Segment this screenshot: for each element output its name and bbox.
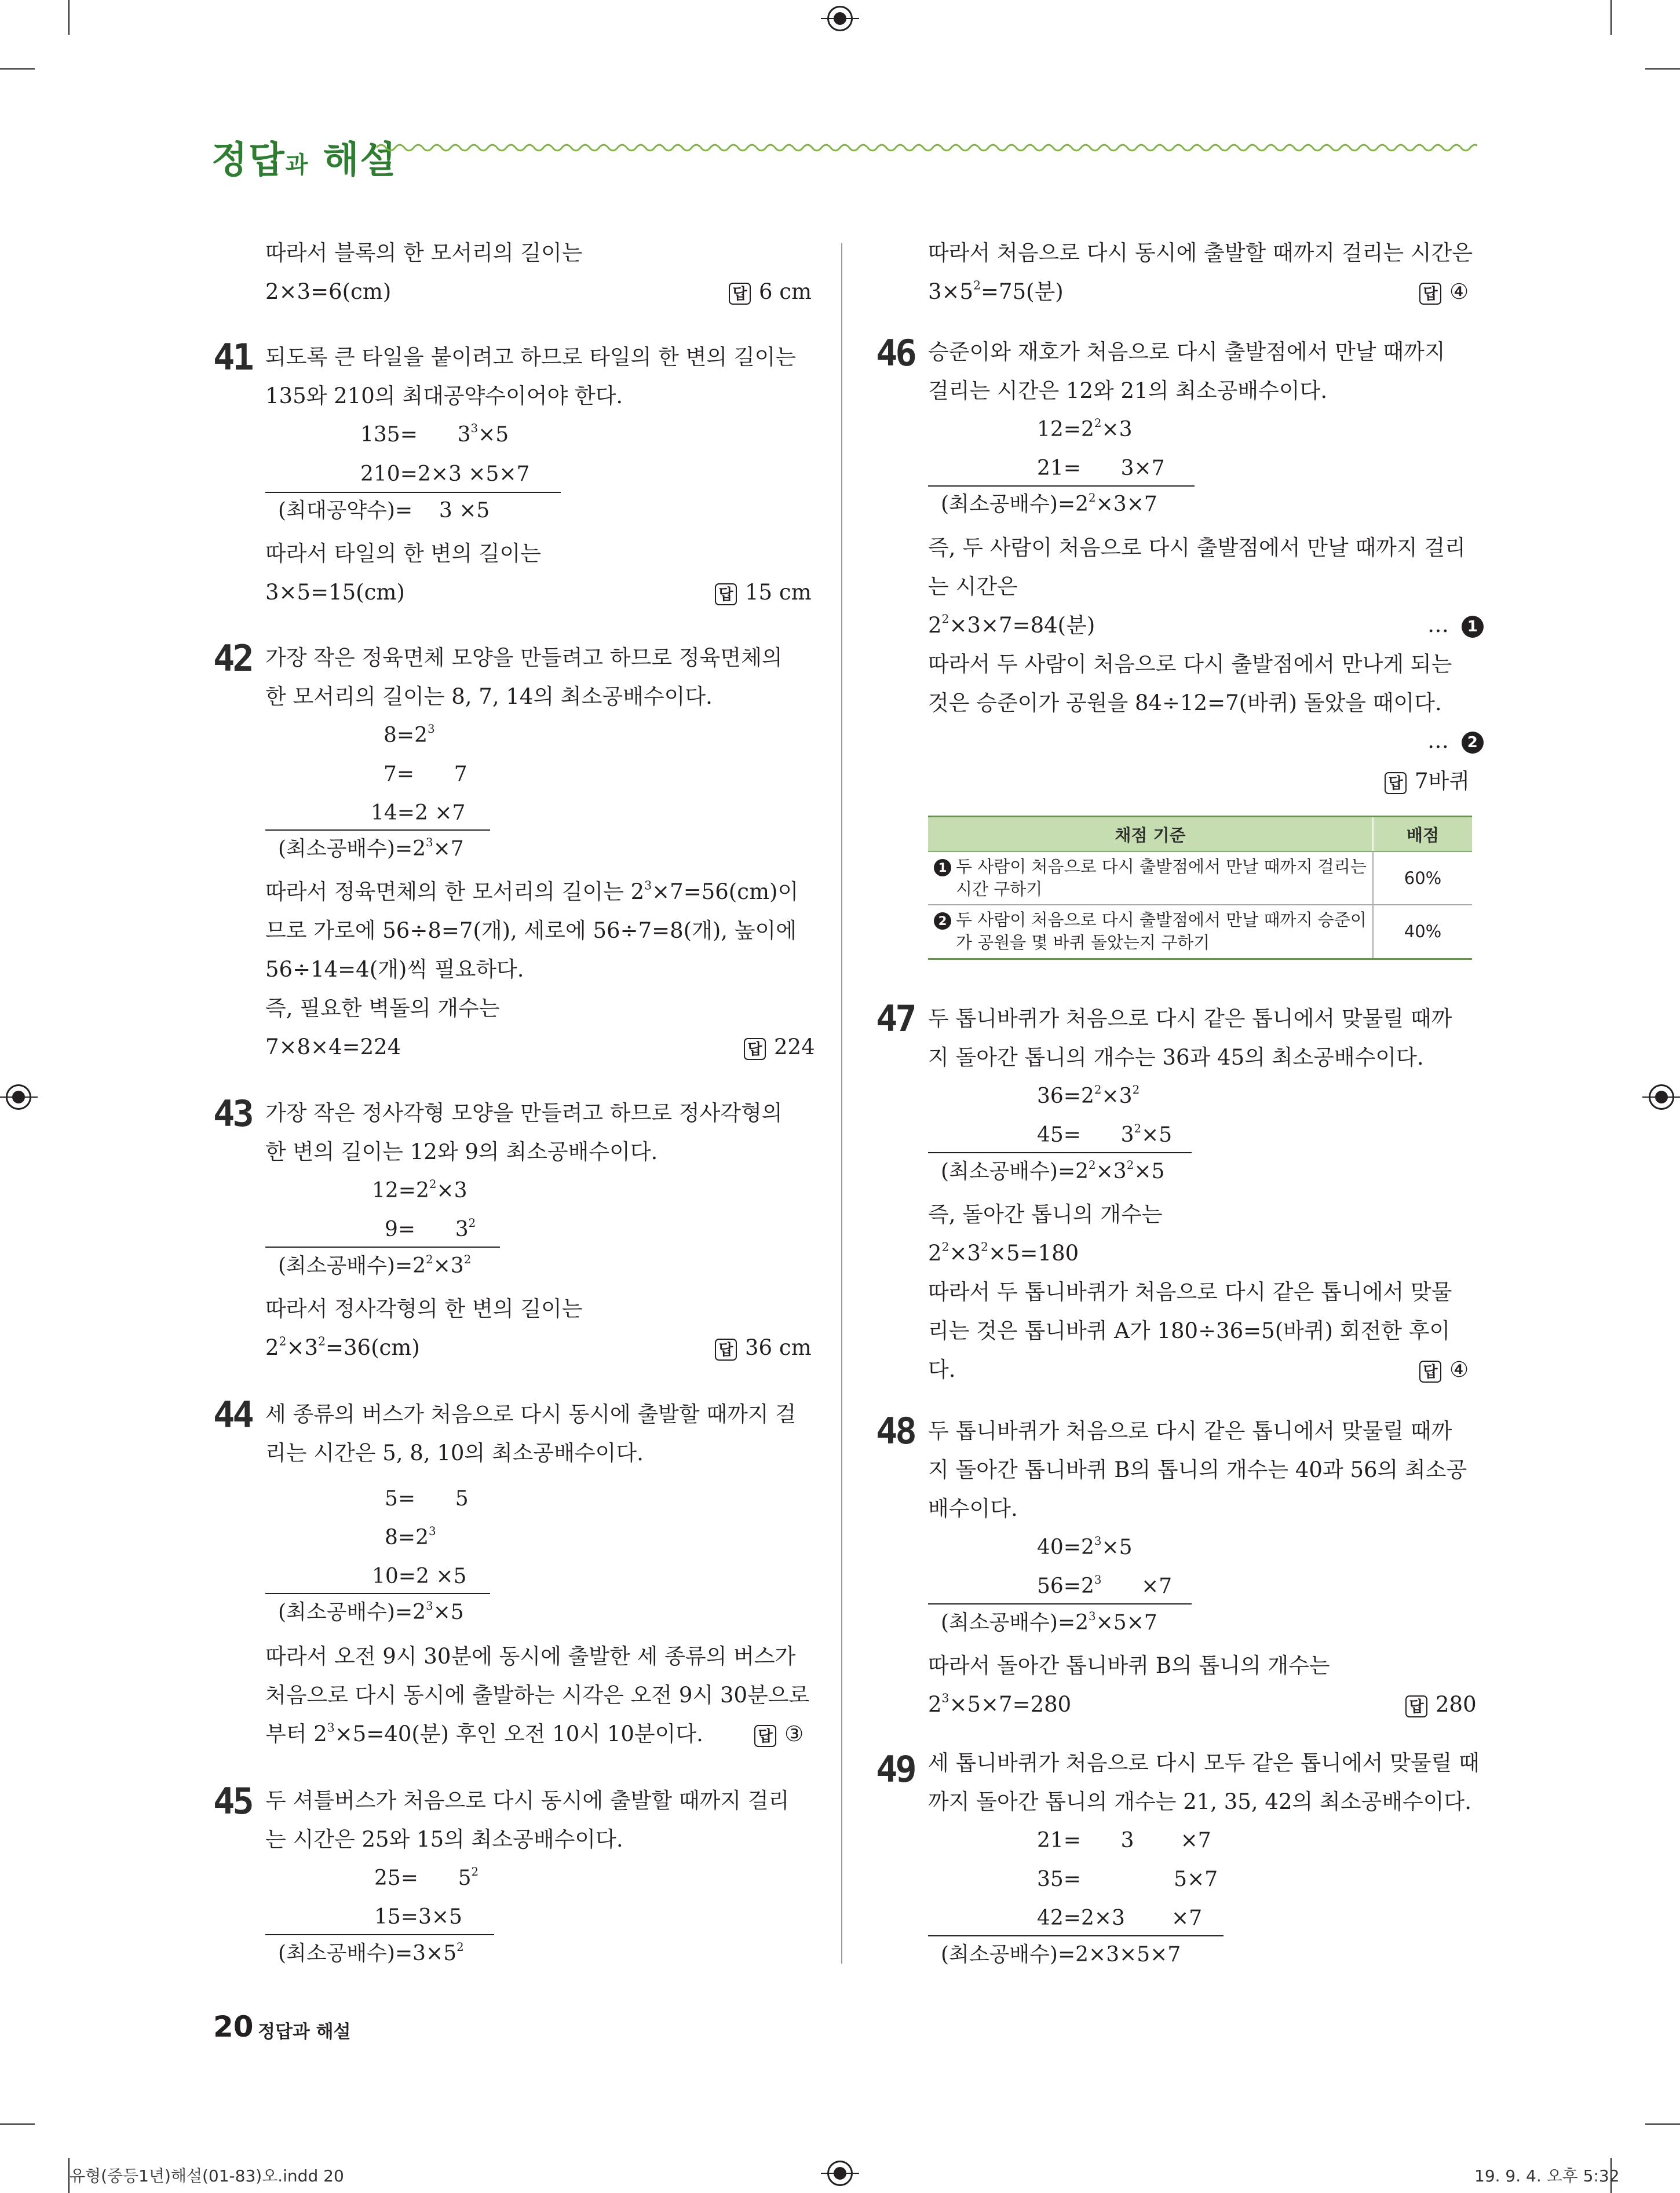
calc-line: 5= 5	[385, 1487, 469, 1511]
calc-result: (최소공배수)$=2^2\times 3^2\times 5$	[941, 1158, 1165, 1183]
calc-result: (최소공배수)$=2^3\times 5$	[278, 1599, 464, 1624]
text-line: 3×5=15(cm)	[265, 580, 405, 605]
section-title: 정답과 해설	[211, 139, 397, 182]
text-line: 가장 작은 정사각형 모양을 만들려고 하므로 정사각형의	[265, 1101, 783, 1125]
problem-number: 47	[876, 997, 915, 1040]
calc-line: 10=2 ×5	[372, 1565, 467, 1588]
step-marker: … 2	[1427, 728, 1484, 754]
answer: 답 36 cm	[715, 1337, 812, 1361]
text-line: 즉, 필요한 벽돌의 개수는	[265, 996, 500, 1021]
calc-line: 135= $3^3\times 5$	[360, 422, 509, 447]
text-line: 지 돌아간 톱니의 개수는 36과 45의 최소공배수이다.	[928, 1045, 1424, 1070]
registration-mark-icon	[827, 2161, 853, 2186]
text-line: 세 톱니바퀴가 처음으로 다시 모두 같은 톱니에서 맞물릴 때	[928, 1750, 1480, 1775]
problem-number: 43	[213, 1092, 252, 1135]
text-line: 56÷14=4(개)씩 필요하다.	[265, 957, 524, 982]
calc-line: 15=3×5	[374, 1905, 462, 1929]
calc-line: 21= 3×7	[1037, 456, 1165, 480]
calc-result: (최대공약수)= 3 ×5	[278, 499, 490, 522]
crop-mark	[1610, 0, 1612, 35]
text-line: 즉, 두 사람이 처음으로 다시 출발점에서 만날 때까지 걸리	[928, 535, 1466, 560]
text-line: 따라서 돌아간 톱니바퀴 B의 톱니의 개수는	[928, 1653, 1330, 1678]
problem-number: 49	[876, 1748, 915, 1790]
crop-mark	[0, 68, 35, 70]
divider	[265, 829, 490, 831]
calc-line: 21= 3 ×7	[1037, 1829, 1211, 1852]
text-line: 따라서 정사각형의 한 변의 길이는	[265, 1296, 583, 1321]
calc-line: $8=2^3$	[385, 1525, 436, 1549]
divider	[265, 1247, 500, 1248]
text-line: $2^2\times 3^2=36(cm)$	[265, 1334, 420, 1360]
text-line: $3\times 5^2=75$(분)	[928, 278, 1064, 304]
step-1-icon: 1	[934, 859, 951, 876]
calc-line: 35= 5×7	[1037, 1867, 1218, 1891]
step-marker: … 1	[1427, 612, 1484, 638]
answer: 답 ④	[1419, 281, 1469, 305]
divider	[265, 492, 561, 493]
text-line: 한 모서리의 길이는 8, 7, 14의 최소공배수이다.	[265, 684, 713, 709]
divider	[928, 1152, 1192, 1153]
calc-line: $36=2^2\times 3^2$	[1037, 1083, 1140, 1108]
answer: 답 15 cm	[715, 582, 812, 605]
table-cell: 2 두 사람이 처음으로 다시 출발점에서 만날 때까지 승준이 가 공원을 몇 바퀴 돌았는지 구하기	[928, 905, 1373, 959]
calc-result: (최소공배수)$=2^3\times 7$	[278, 836, 464, 861]
calc-line: $40=2^3\times 5$	[1037, 1534, 1133, 1559]
text-line: 는 시간은	[928, 574, 1018, 599]
text-line: 두 톱니바퀴가 처음으로 다시 같은 톱니에서 맞물릴 때까	[928, 1419, 1452, 1443]
problem-number: 46	[876, 332, 915, 374]
divider	[928, 1603, 1192, 1604]
table-cell: 1 두 사람이 처음으로 다시 출발점에서 만날 때까지 걸리는 시간 구하기	[928, 851, 1373, 905]
answer-badge-icon: 답	[715, 1339, 737, 1361]
text-line: 부터 $2^3\times 5=40$(분) 후인 오전 10시 10분이다.	[265, 1720, 703, 1746]
text-line: 다.	[928, 1357, 956, 1382]
text-line: 승준이와 재호가 처음으로 다시 출발점에서 만날 때까지	[928, 339, 1445, 364]
text-line: 까지 돌아간 톱니의 개수는 21, 35, 42의 최소공배수이다.	[928, 1789, 1471, 1814]
answer: 답 ③	[754, 1723, 804, 1747]
calc-line: 45= $3^2\times 5$	[1037, 1122, 1173, 1147]
table-row	[928, 851, 1472, 905]
text-line: 따라서 타일의 한 변의 길이는	[265, 541, 541, 566]
text-line: 따라서 처음으로 다시 동시에 출발할 때까지 걸리는 시간은	[928, 240, 1473, 265]
problem-number: 42	[213, 637, 252, 679]
text-line: 가장 작은 정육면체 모양을 만들려고 하므로 정육면체의	[265, 645, 783, 670]
step-2-icon: 2	[934, 912, 951, 930]
print-slug: 유형(중등1년)해설(01-83)오.indd 20	[70, 2166, 344, 2185]
step-1-icon: 1	[1462, 616, 1484, 638]
text-line: 따라서 두 사람이 처음으로 다시 출발점에서 만나게 되는	[928, 652, 1452, 677]
answer-badge-icon: 답	[1419, 283, 1441, 305]
registration-mark-icon	[1649, 1084, 1674, 1110]
text-line: 두 톱니바퀴가 처음으로 다시 같은 톱니에서 맞물릴 때까	[928, 1006, 1452, 1031]
text-line: 배수이다.	[928, 1496, 1018, 1521]
text-line: 는 시간은 25와 15의 최소공배수이다.	[265, 1827, 623, 1852]
text-line: 2×3=6(cm)	[265, 279, 392, 304]
text-line: 따라서 정육면체의 한 모서리의 길이는 $2^3\times 7=56(cm)$이	[265, 878, 799, 904]
text-line: 따라서 블록의 한 모서리의 길이는	[265, 240, 583, 265]
text-line: 것은 승준이가 공원을 84÷12=7(바퀴) 돌았을 때이다.	[928, 690, 1442, 715]
divider	[928, 1935, 1224, 1936]
divider	[265, 1593, 490, 1594]
calc-line: 14=2 ×7	[371, 801, 466, 825]
footer-title: 정답과 해설	[258, 2022, 351, 2042]
divider	[265, 1934, 494, 1935]
answer-badge-icon: 답	[1405, 1695, 1427, 1717]
text-line: $2^2\times 3^2\times 5=180$	[928, 1240, 1079, 1266]
divider	[928, 485, 1195, 487]
table-header: 배점	[1373, 817, 1472, 852]
text-line: 세 종류의 버스가 처음으로 다시 동시에 출발할 때까지 걸	[265, 1402, 797, 1427]
table-row	[928, 905, 1472, 959]
answer-badge-icon: 답	[1419, 1361, 1441, 1383]
problem-number: 41	[213, 336, 252, 378]
text-line: $2^3\times 5\times 7=280$	[928, 1691, 1072, 1717]
problem-number: 48	[876, 1410, 915, 1452]
problem-number: 45	[213, 1780, 252, 1822]
calc-result: (최소공배수)$=3\times 5^2$	[278, 1940, 464, 1965]
text-line: 따라서 오전 9시 30분에 동시에 출발한 세 종류의 버스가	[265, 1644, 796, 1669]
print-timestamp: 19. 9. 4. 오후 5:32	[1474, 2166, 1620, 2185]
crop-mark	[1645, 68, 1680, 70]
grading-table	[928, 816, 1472, 960]
crop-mark	[68, 0, 70, 35]
header-wave-line	[377, 139, 1477, 156]
answer: 답 6 cm	[729, 281, 812, 305]
text-line: 즉, 돌아간 톱니의 개수는	[928, 1202, 1163, 1227]
calc-result: (최소공배수)$=2^2\times 3^2$	[278, 1253, 472, 1278]
calc-result: (최소공배수)$=2^3\times 5\times 7$	[941, 1610, 1157, 1635]
calc-result: (최소공배수)=2×3×5×7	[941, 1943, 1181, 1967]
table-cell: 60%	[1373, 851, 1472, 905]
text-line: 걸리는 시간은 12와 21의 최소공배수이다.	[928, 378, 1328, 403]
answer: 답 224	[744, 1036, 815, 1060]
problem-number: 44	[213, 1394, 252, 1436]
calc-line: 25= $5^2$	[374, 1865, 479, 1890]
text-line: 135와 210의 최대공약수이어야 한다.	[265, 383, 623, 408]
text-line: 되도록 큰 타일을 붙이려고 하므로 타일의 한 변의 길이는	[265, 345, 797, 370]
answer: 답 280	[1405, 1694, 1477, 1717]
answer: 답 ④	[1419, 1359, 1469, 1383]
answer-badge-icon: 답	[715, 583, 737, 605]
registration-mark-icon	[827, 6, 853, 31]
calc-line: $56=2^3$ ×7	[1037, 1573, 1173, 1598]
answer: 답 7바퀴	[1385, 770, 1470, 794]
answer-badge-icon: 답	[754, 1725, 776, 1747]
answer-badge-icon: 답	[744, 1038, 766, 1060]
calc-line: 42=2×3 ×7	[1037, 1906, 1203, 1930]
text-line: 처음으로 다시 동시에 출발하는 시각은 오전 9시 30분으로	[265, 1683, 810, 1708]
text-line: 따라서 두 톱니바퀴가 처음으로 다시 같은 톱니에서 맞물	[928, 1280, 1452, 1304]
text-line: 지 돌아간 톱니바퀴 B의 톱니의 개수는 40과 56의 최소공	[928, 1457, 1467, 1482]
text-line: 두 셔틀버스가 처음으로 다시 동시에 출발할 때까지 걸리	[265, 1788, 790, 1813]
text-line: 리는 시간은 5, 8, 10의 최소공배수이다.	[265, 1441, 644, 1465]
text-line: 리는 것은 톱니바퀴 A가 180÷36=5(바퀴) 회전한 후이	[928, 1318, 1451, 1343]
calc-line: $12=2^2\times 3$	[1037, 416, 1133, 441]
text-line: 한 변의 길이는 12와 9의 최소공배수이다.	[265, 1139, 658, 1164]
page-number: 20	[213, 2010, 254, 2044]
text-line: 7×8×4=224	[265, 1035, 401, 1059]
text-line: $2^2\times 3\times 7=84$(분)	[928, 612, 1095, 638]
calc-line: 7= 7	[384, 762, 468, 786]
column-divider	[841, 243, 842, 1964]
registration-mark-icon	[6, 1084, 31, 1110]
step-2-icon: 2	[1462, 732, 1484, 754]
calc-line: $12=2^2\times 3$	[372, 1178, 468, 1203]
answer-badge-icon: 답	[1385, 772, 1407, 794]
text-line: 므로 가로에 56÷8=7(개), 세로에 56÷7=8(개), 높이에	[265, 918, 797, 943]
crop-mark	[1645, 2123, 1680, 2125]
calc-line: $8=2^3$	[384, 722, 435, 747]
crop-mark	[0, 2123, 35, 2125]
answer-badge-icon: 답	[729, 283, 751, 305]
table-cell: 40%	[1373, 905, 1472, 959]
calc-line: 210=2×3 ×5×7	[360, 462, 530, 486]
table-header: 채점 기준	[928, 817, 1373, 852]
calc-result: (최소공배수)$=2^2\times 3\times 7$	[941, 491, 1157, 516]
calc-line: 9= $3^2$	[385, 1216, 476, 1241]
